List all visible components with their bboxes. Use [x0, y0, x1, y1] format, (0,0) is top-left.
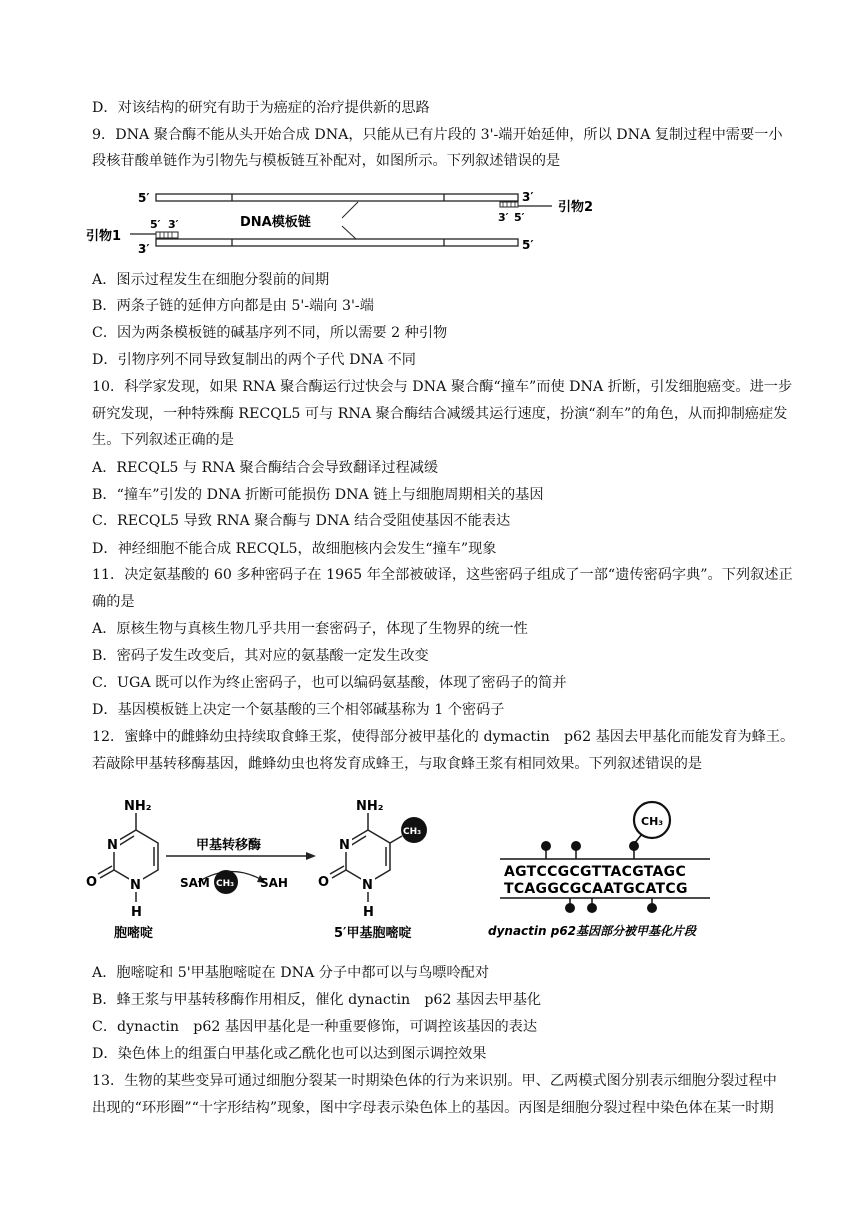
primer-1-label: 引物1: [86, 229, 122, 244]
q12-stem-line1: 12．蜜蜂中的雌蜂幼虫持续取食蜂王浆，使得部分被甲基化的 dymactin p62 基因去甲基化而能发育为蜂王。: [92, 729, 795, 745]
methylcytosine-n3: N: [339, 838, 350, 853]
dynactin-fragment: [488, 802, 710, 938]
q11-option-c: C．UGA 既可以作为终止密码子，也可以编码氨基酸，体现了密码子的简并: [92, 675, 567, 691]
template-strand-label: DNA模板链: [240, 215, 311, 230]
q11-stem-line1: 11．决定氨基酸的 60 多种密码子在 1965 年全部被破译，这些密码子组成了一部“遗传密码字典”。下列叙述正: [92, 567, 793, 583]
q10-option-c: C．RECQL5 导致 RNA 聚合酶与 DNA 结合受阻使基因不能表达: [92, 513, 511, 529]
enzyme-label: 甲基转移酶: [196, 838, 262, 853]
q12-option-b: B．蜂王浆与甲基转移酶作用相反，催化 dynactin p62 基因去甲基化: [92, 992, 542, 1008]
q13-stem-line1: 13．生物的某些变异可通过细胞分裂某一时期染色体的行为来识别。甲、乙两模式图分别表示细胞分裂过程中: [92, 1073, 777, 1089]
q10-option-d: D．神经细胞不能合成 RECQL5，故细胞核内会发生“撞车”现象: [92, 541, 497, 557]
primer1-3prime: 3′: [168, 218, 179, 231]
top-right-3prime: 3′: [522, 190, 534, 204]
q9-option-a: A．图示过程发生在细胞分裂前的间期: [92, 272, 330, 288]
q12-option-d: D．染色体上的组蛋白甲基化或乙酰化也可以达到图示调控效果: [92, 1046, 487, 1062]
primer2-5prime: 5′: [514, 211, 525, 224]
methylcytosine-ch3: CH₃: [403, 827, 422, 837]
methylcytosine-label: 5′甲基胞嘧啶: [334, 926, 412, 941]
q9-option-c: C．因为两条模板链的碱基序列不同，所以需要 2 种引物: [92, 325, 448, 341]
primer1-5prime: 5′: [150, 218, 161, 231]
q9-option-d: D．引物序列不同导致复制出的两个子代 DNA 不同: [92, 352, 416, 368]
q10-option-a: A．RECQL5 与 RNA 聚合酶结合会导致翻译过程减缓: [92, 460, 439, 476]
top-template-strand: [156, 194, 518, 201]
cytosine-hydrogen: H: [131, 905, 142, 920]
methylcytosine-hydrogen: H: [363, 905, 374, 920]
q11-stem-line2: 确的是: [92, 594, 135, 610]
fragment-ch3: CH₃: [641, 815, 664, 828]
methylcytosine-structure: [318, 799, 427, 941]
sah-label: SAH: [260, 876, 288, 890]
q12-option-c: C．dynactin p62 基因甲基化是一种重要修饰，可调控该基因的表达: [92, 1019, 538, 1035]
methylcytosine-nh2: NH₂: [356, 799, 384, 814]
q11-option-b: B．密码子发生改变后，其对应的氨基酸一定发生改变: [92, 648, 429, 664]
methyl-mark-bottom-3: [647, 903, 657, 913]
primer2-3prime: 3′: [498, 211, 509, 224]
cytosine-structure: [86, 799, 158, 941]
cytosine-nh2: NH₂: [124, 799, 152, 814]
q9-option-b: B．两条子链的延伸方向都是由 5'-端向 3'-端: [92, 298, 374, 314]
cytosine-methylation-diagram: [80, 790, 730, 950]
bottom-template-strand: [156, 239, 518, 246]
q10-option-b: B．“撞车”引发的 DNA 折断可能损伤 DNA 链上与细胞周期相关的基因: [92, 487, 544, 503]
methylcytosine-oxygen: O: [318, 875, 330, 890]
q11-option-a: A．原核生物与真核生物几乎共用一套密码子，体现了生物界的统一性: [92, 621, 528, 637]
primer-1-segment: [156, 232, 178, 238]
q8-option-d: D．对该结构的研究有助于为癌症的治疗提供新的思路: [92, 100, 430, 116]
sequence-top-strand: AGTCCGCGTTACGTAGC: [504, 864, 687, 880]
q9-stem-line1: 9．DNA 聚合酶不能从头开始合成 DNA，只能从已有片段的 3'-端开始延伸，所以 DNA 复制过程中需要一小: [92, 127, 783, 143]
sam-ch3: CH₃: [216, 879, 235, 889]
q10-stem-line2: 研究发现，一种特殊酶 RECQL5 可与 RNA 聚合酶结合减缓其运行速度，扮演“刹车”的角色，从而抑制癌症发: [92, 406, 788, 422]
q9-stem-line2: 段核苷酸单链作为引物先与模板链互补配对，如图所示。下列叙述错误的是: [92, 153, 561, 169]
primer-2-label: 引物2: [558, 200, 594, 215]
methyl-mark-bottom-2: [587, 903, 597, 913]
cytosine-oxygen: O: [86, 875, 98, 890]
top-left-5prime: 5′: [138, 191, 150, 205]
cytosine-n3: N: [107, 838, 118, 853]
cytosine-label: 胞嘧啶: [114, 926, 154, 941]
methylcytosine-n1: N: [362, 878, 373, 893]
fragment-caption: dynactin p62基因部分被甲基化片段: [488, 924, 697, 938]
q11-option-d: D．基因模板链上决定一个氨基酸的三个相邻碱基称为 1 个密码子: [92, 702, 505, 718]
methylation-reaction: [166, 837, 316, 894]
cytosine-n1: N: [130, 878, 141, 893]
q12-stem-line2: 若敲除甲基转移酶基因，雌蜂幼虫也将发育成蜂王，与取食蜂王浆有相同效果。下列叙述错误的是: [92, 756, 703, 772]
bottom-right-5prime: 5′: [522, 238, 534, 252]
q10-stem-line1: 10．科学家发现，如果 RNA 聚合酶运行过快会与 DNA 聚合酶“撞车”而使 DNA 折断，引发细胞癌变。进一步: [92, 379, 793, 395]
q12-option-a: A．胞嘧啶和 5'甲基胞嘧啶在 DNA 分子中都可以与鸟嘌呤配对: [92, 965, 490, 981]
bottom-left-3prime: 3′: [138, 242, 150, 256]
methyl-mark-bottom-1: [565, 903, 575, 913]
q10-stem-line3: 生。下列叙述正确的是: [92, 432, 234, 448]
sam-label: SAM: [180, 876, 210, 890]
sequence-bottom-strand: TCAGGCGCAATGCATCG: [504, 881, 688, 897]
reaction-arrowhead: [306, 852, 316, 860]
dna-replication-primer-diagram: [80, 184, 620, 260]
q13-stem-line2: 出现的“环形圈”“十字形结构”现象，图中字母表示染色体上的基因。丙图是细胞分裂过程中染色体在某一时期: [92, 1100, 774, 1116]
